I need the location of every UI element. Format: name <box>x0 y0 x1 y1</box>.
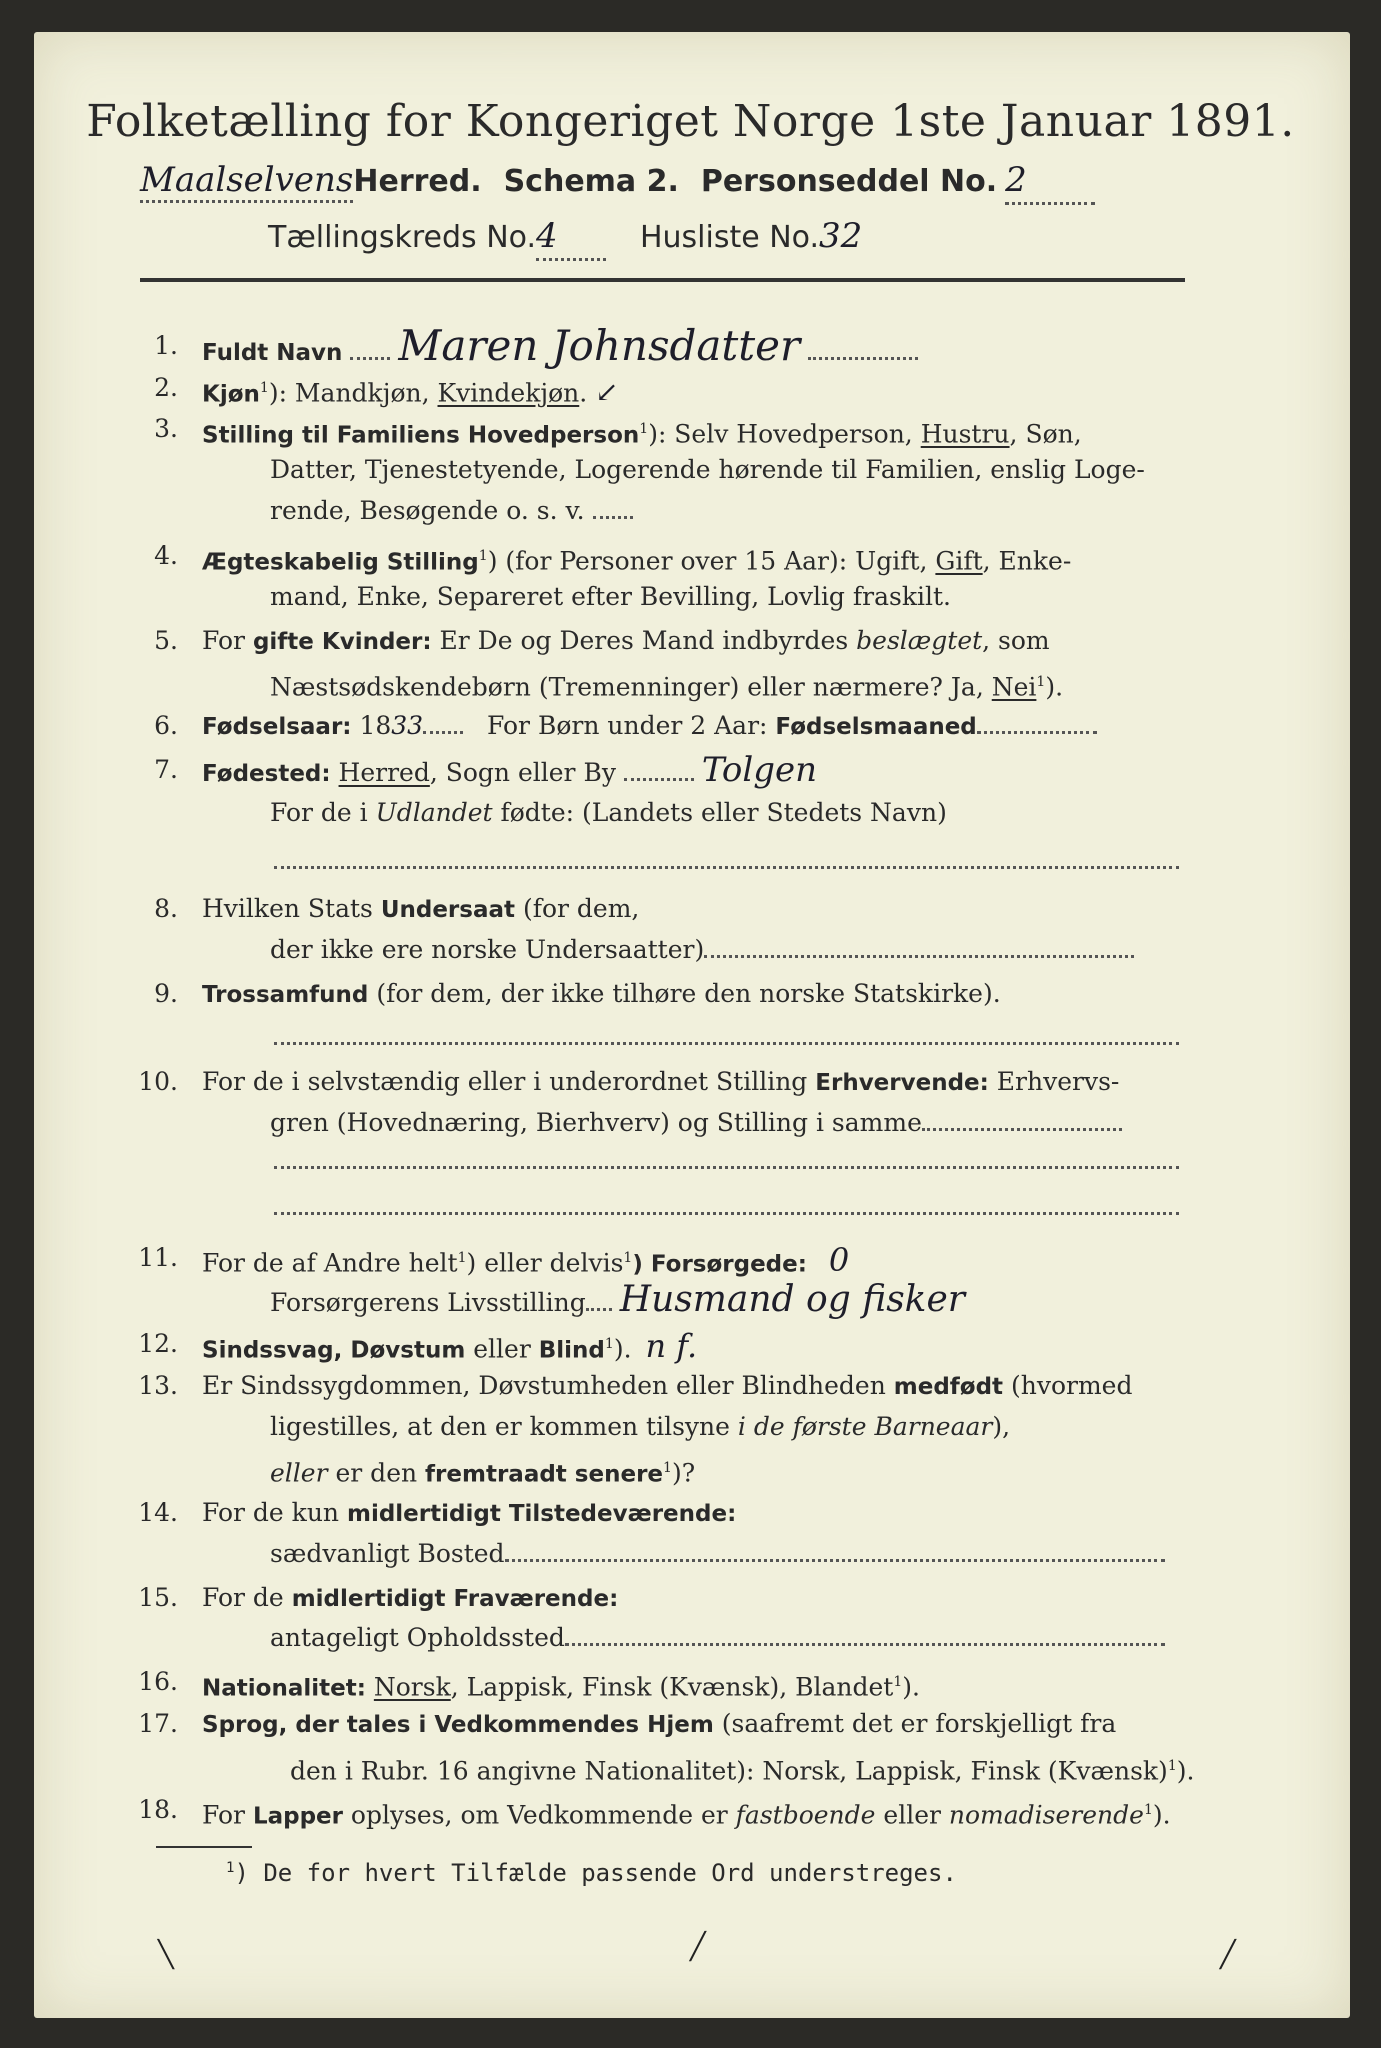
item-7-line-2 <box>270 797 947 829</box>
sami-text-end: ). <box>1152 1800 1171 1830</box>
full-name-label: Fuldt Navn <box>202 340 343 366</box>
religion-label: Trossamfund <box>202 982 369 1008</box>
item-8-line-2 <box>270 934 1134 966</box>
item-number: 12. <box>138 1329 178 1358</box>
related-answer-selected: Nei <box>991 672 1037 702</box>
item-number: 14. <box>138 1498 178 1527</box>
settled-option: fastboende <box>735 1800 876 1830</box>
item-15-line-2 <box>270 1622 1165 1654</box>
item-number: 7. <box>154 755 178 784</box>
temporary-absent-label: midlertidigt Fraværende: <box>291 1586 619 1612</box>
personseddel-value: 2 <box>1005 158 1095 205</box>
pen-mark: ╱ <box>690 1932 706 1962</box>
home-language-text: (saafremt det er forskjelligt fra <box>713 1709 1117 1738</box>
congenital-text-line-2: ligestilles, at den er kommen tilsyne <box>270 1412 738 1441</box>
married-women-question: Er De og Deres Mand indbyrdes <box>431 626 857 655</box>
birthplace-value: Tolgen <box>701 750 818 790</box>
footnote-text: ) De for hvert Tilfælde passende Ord understreges. <box>234 1859 957 1887</box>
answer-dotted-line <box>274 1166 1179 1169</box>
birthplace-label: Fødested: <box>202 761 331 787</box>
sex-label: Kjøn <box>202 381 260 408</box>
item-11-line-2 <box>270 1279 966 1320</box>
nationality-label: Nationalitet: <box>202 1675 366 1702</box>
congenital-text: Er Sindssygdommen, Døvstumheden eller Blindheden <box>202 1371 894 1400</box>
item-number: 2. <box>154 373 178 402</box>
item-3 <box>202 413 1082 451</box>
home-language-options: den i Rubr. 16 angivne Nationalitet): Norsk, Lappisk, Finsk (Kvænsk) <box>290 1756 1168 1786</box>
item-number: 10. <box>138 1067 178 1096</box>
footnote-ref: 1 <box>623 1250 633 1266</box>
related-question-text: Næstsødskendebørn (Tremenninger) eller nærmere? Ja, <box>270 672 992 702</box>
dependents-text: For de af Andre helt <box>202 1248 458 1278</box>
form-title: Folketælling for Kongeriget Norge 1ste Januar 1891. <box>86 96 1295 147</box>
item-number: 13. <box>138 1371 178 1400</box>
congenital-text-line-2-end: ), <box>992 1412 1011 1441</box>
home-language-options-end: ). <box>1176 1756 1195 1786</box>
family-position-selected: Hustru <box>920 419 1010 449</box>
occupation-text: For de i selvstændig eller i underordnet Stilling <box>202 1067 816 1096</box>
footnote-ref: 1 <box>893 1674 903 1690</box>
footnote-marker: 1 <box>226 1860 235 1876</box>
footnote-ref: 1 <box>604 1336 614 1352</box>
family-position-text-line-3: rende, Besøgende o. s. v. <box>270 496 585 525</box>
footnote-ref: 1 <box>639 421 649 437</box>
item-13-line-2 <box>270 1411 1010 1443</box>
marital-status-selected: Gift <box>935 546 983 576</box>
occupation-label: Erhvervende: <box>815 1070 989 1096</box>
nomadic-option: nomadiserende <box>948 1800 1144 1830</box>
footnote <box>226 1852 957 1889</box>
answer-dotted-line <box>274 1212 1179 1215</box>
footnote-ref: 1 <box>478 548 488 564</box>
item-14 <box>202 1497 736 1530</box>
item-14-line-2 <box>270 1538 1165 1570</box>
marital-status-text-end: , Enke- <box>982 546 1072 576</box>
congenital-text-line-3: er den <box>327 1458 426 1488</box>
item-number: 6. <box>154 711 178 740</box>
item-8 <box>202 893 639 926</box>
item-number: 11. <box>138 1243 178 1272</box>
provider-occupation-value: Husmand og fisker <box>619 1279 966 1320</box>
sami-question: oplyses, om Vedkommende er <box>342 1800 736 1830</box>
item-10 <box>202 1066 1119 1099</box>
pen-mark: ╱ <box>1220 1940 1236 1970</box>
sami-or: eller <box>875 1800 949 1830</box>
item-13-line-3 <box>270 1452 695 1490</box>
blind-label: Blind <box>538 1337 605 1364</box>
congenital-text-end: (hvormed <box>1003 1371 1133 1400</box>
item-2 <box>202 372 619 410</box>
item-number: 9. <box>154 979 178 1008</box>
married-women-text: For <box>202 626 253 655</box>
husliste-value: 32 <box>819 216 863 256</box>
item-7 <box>202 750 818 790</box>
schema-label: Schema 2. <box>503 164 679 199</box>
item-15 <box>202 1582 618 1615</box>
sex-selected-option: Kvindekjøn <box>437 378 580 408</box>
item-13 <box>202 1370 1132 1403</box>
pen-mark: ╲ <box>158 1940 174 1970</box>
family-position-label: Stilling til Familiens Hovedperson <box>202 422 640 449</box>
item-number: 18. <box>138 1795 178 1824</box>
dependents-text-mid: ) eller delvis <box>466 1248 624 1278</box>
birth-month-label: Fødselsmaaned <box>775 714 977 740</box>
birthplace-text: , Sogn eller By <box>429 758 616 787</box>
header-line-2 <box>268 214 899 261</box>
item-3-line-3 <box>270 495 633 527</box>
item-4-line-2: mand, Enke, Separeret efter Bevilling, Lovlig fraskilt. <box>270 582 951 611</box>
later-onset-label: fremtraadt senere <box>425 1461 664 1488</box>
answer-dotted-line <box>274 1042 1179 1045</box>
item-3-line-2: Datter, Tjenestetyende, Logerende hørende til Familien, enslig Loge- <box>270 455 1145 484</box>
item-5 <box>202 625 1050 658</box>
item-number: 4. <box>154 541 178 570</box>
item-4 <box>202 540 1071 578</box>
married-women-text-end: , som <box>982 626 1050 655</box>
marital-status-label: Ægteskabelig Stilling <box>202 549 479 576</box>
item-12 <box>202 1328 697 1366</box>
nationality-options-end: ). <box>902 1672 920 1702</box>
sami-text: For <box>202 1800 253 1830</box>
footnote-ref: 1 <box>457 1250 467 1266</box>
item-18 <box>202 1794 1171 1832</box>
occupation-text-end: Erhvervs- <box>988 1067 1120 1096</box>
foreign-term: Udlandet <box>375 798 493 827</box>
item-10-line-2 <box>270 1107 1122 1139</box>
marital-status-text: ) (for Personer over 15 Aar): Ugift, <box>487 546 936 576</box>
provider-occupation-label: Forsørgerens Livsstilling <box>270 1288 586 1317</box>
foreign-birth-text: For de i <box>270 798 376 827</box>
kreds-value: 4 <box>536 214 606 261</box>
congenital-label: medfødt <box>893 1374 1004 1400</box>
birth-year-label: Fødselsaar: <box>202 714 352 740</box>
probable-whereabouts-label: antageligt Opholdssted <box>270 1623 565 1652</box>
full-name-value: Maren Johnsdatter <box>398 321 801 370</box>
item-17 <box>202 1708 1116 1741</box>
item-16 <box>202 1666 920 1704</box>
sex-options-text: ): Mandkjøn, <box>268 378 438 408</box>
footnote-ref: 1 <box>1036 674 1046 690</box>
congenital-text-line-3-end: )? <box>671 1458 696 1488</box>
temporary-present-text: For de kun <box>202 1498 347 1527</box>
item-11 <box>202 1242 849 1280</box>
nationality-options: , Lappisk, Finsk (Kvænsk), Blandet <box>450 1672 894 1702</box>
husliste-label: Husliste No. <box>639 220 820 255</box>
footnote-ref: 1 <box>259 380 269 396</box>
item-number: 17. <box>138 1709 178 1738</box>
dependents-mark: 0 <box>828 1241 850 1280</box>
congenital-or-term: eller <box>270 1458 328 1488</box>
herred-label: Herred. <box>353 164 482 199</box>
temporary-absent-text: For de <box>202 1583 292 1612</box>
first-childhood-years: i de første Barneaar <box>737 1412 993 1441</box>
footnote-ref: 1 <box>1143 1802 1153 1818</box>
family-position-text-end: , Søn, <box>1009 419 1082 449</box>
disability-value: n f. <box>645 1327 698 1366</box>
disability-label: Sindssvag, Døvstum <box>202 1337 466 1364</box>
birth-month-text: For Børn under 2 Aar: <box>487 711 776 740</box>
item-number: 15. <box>138 1583 178 1612</box>
birth-year-prefix: 18 <box>351 711 392 740</box>
checkmark: ↙ <box>595 375 619 409</box>
item-5-line-2 <box>270 666 1063 703</box>
item-1 <box>202 321 918 370</box>
citizenship-text: Hvilken Stats <box>202 894 381 923</box>
citizenship-text-line-2: der ikke ere norske Undersaatter) <box>270 935 705 964</box>
occupation-text-line-2: gren (Hovednæring, Bierhverv) og Stilling i samme <box>270 1108 922 1137</box>
usual-residence-label: sædvanligt Bosted <box>270 1539 505 1568</box>
item-number: 8. <box>154 894 178 923</box>
birth-year-value: 33 <box>391 711 424 740</box>
item-6 <box>202 710 1097 743</box>
foreign-birth-text-end: fødte: (Landets eller Stedets Navn) <box>492 798 947 827</box>
married-women-label: gifte Kvinder: <box>252 629 432 655</box>
footnote-rule <box>156 1846 252 1848</box>
sami-label: Lapper <box>252 1803 343 1830</box>
dependents-label: ) Forsørgede: <box>632 1251 807 1278</box>
family-position-text: ): Selv Hovedperson, <box>648 419 921 449</box>
herred-value: Maalselvens <box>140 160 353 203</box>
religion-text: (for dem, der ikke tilhøre den norske Statskirke). <box>368 979 1001 1008</box>
item-number: 1. <box>154 331 178 360</box>
related-term: beslægtet <box>856 626 983 655</box>
birthplace-selected: Herred <box>338 758 430 787</box>
answer-dotted-line <box>274 866 1179 869</box>
item-number: 16. <box>138 1667 178 1696</box>
kreds-label: Tællingskreds No. <box>268 220 536 255</box>
footnote-ref: 1 <box>1167 1758 1177 1774</box>
disability-text: eller <box>465 1334 539 1364</box>
sex-options-end: . <box>579 378 588 408</box>
header-rule <box>140 278 1185 282</box>
disability-text-end: ). <box>613 1334 632 1364</box>
item-9 <box>202 978 1001 1011</box>
temporary-present-label: midlertidigt Tilstedeværende: <box>346 1501 737 1527</box>
personseddel-label: Personseddel No. <box>700 164 998 199</box>
related-question-end: ). <box>1045 672 1064 702</box>
citizenship-text-end: (for dem, <box>515 894 640 923</box>
header-line-1 <box>140 158 1095 205</box>
item-number: 5. <box>154 626 178 655</box>
home-language-label: Sprog, der tales i Vedkommendes Hjem <box>202 1712 714 1738</box>
footnote-ref: 1 <box>663 1460 672 1476</box>
citizenship-label: Undersaat <box>380 897 515 923</box>
item-number: 3. <box>154 414 178 443</box>
item-17-line-2 <box>290 1750 1194 1787</box>
nationality-selected: Norsk <box>373 1672 451 1702</box>
